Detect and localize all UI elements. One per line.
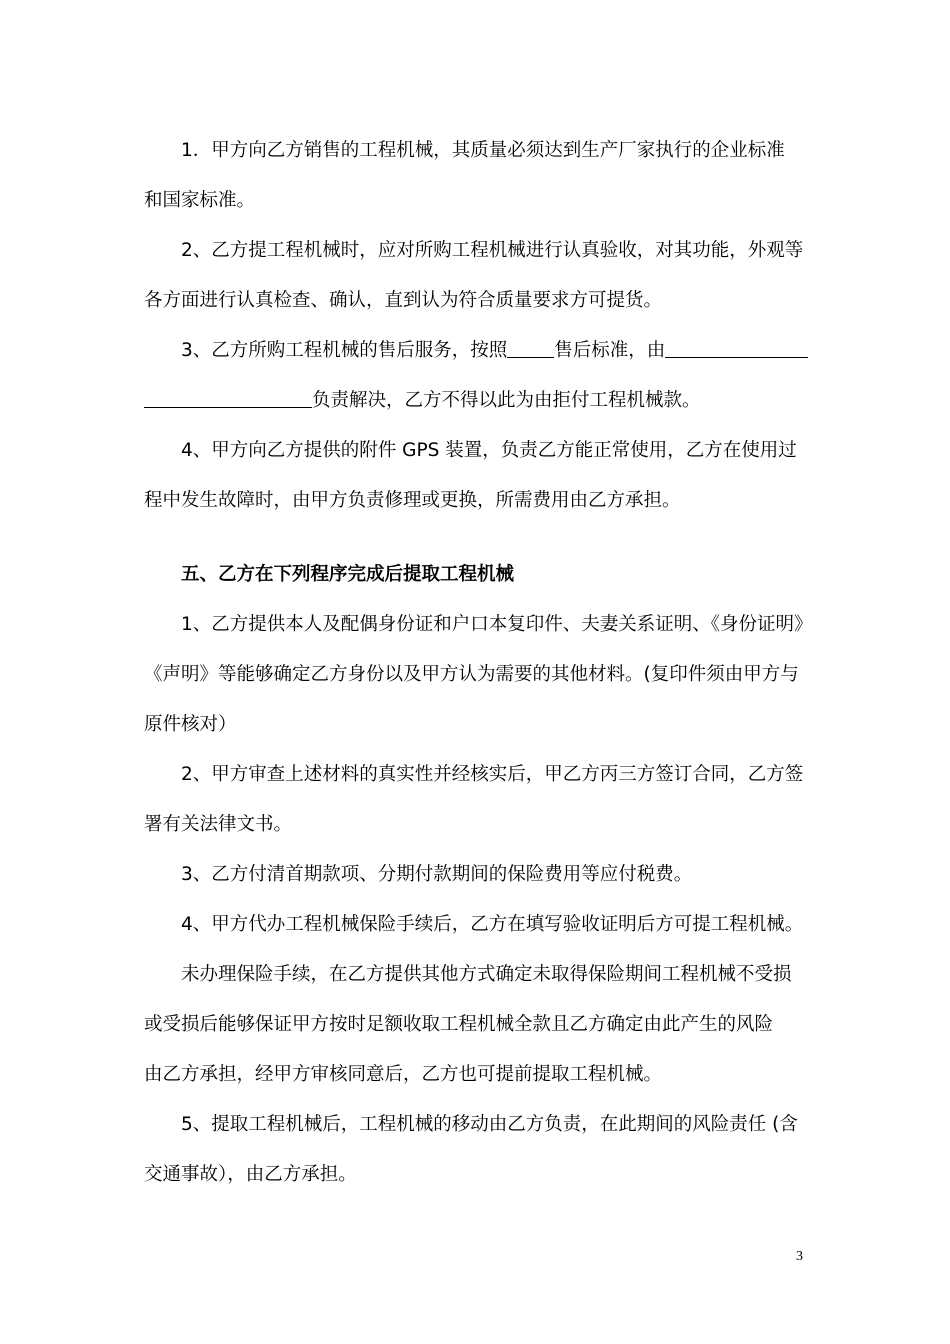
paragraph-gps-line-1: 4、甲方向乙方提供的附件 GPS 装置，负责乙方能正常使用，乙方在使用过: [181, 440, 797, 461]
section-heading: 五、乙方在下列程序完成后提取工程机械: [181, 564, 515, 585]
procedure-2-line-1: 2、甲方审查上述材料的真实性并经核实后，甲乙方丙三方签订合同，乙方签: [181, 764, 804, 785]
procedure-1-line-2: 《声明》等能够确定乙方身份以及甲方认为需要的其他材料。(复印件须由甲方与: [144, 664, 799, 685]
paragraph-inspection-line-2: 各方面进行认真检查、确认，直到认为符合质量要求方可提货。: [144, 290, 663, 311]
procedure-3-line: 3、乙方付清首期款项、分期付款期间的保险费用等应付税费。: [181, 864, 693, 885]
procedure-1-line-3: 原件核对）: [144, 714, 237, 735]
service-continuation-blank: [144, 389, 312, 408]
insurance-note-line-1: 未办理保险手续，在乙方提供其他方式确定未取得保险期间工程机械不受损: [181, 964, 792, 985]
procedure-1-line-1: 1、乙方提供本人及配偶身份证和户口本复印件、夫妻关系证明、《身份证明》: [181, 614, 813, 635]
service-text-before-blank: 3、乙方所购工程机械的售后服务，按照: [181, 340, 508, 361]
procedure-2-line-2: 署有关法律文书。: [144, 814, 293, 835]
insurance-note-line-2: 或受损后能够保证甲方按时足额收取工程机械全款且乙方确定由此产生的风险: [144, 1014, 774, 1035]
procedure-4-line: 4、甲方代办工程机械保险手续后，乙方在填写验收证明后方可提工程机械。: [181, 914, 804, 935]
paragraph-service-line-2: [144, 389, 808, 413]
procedure-5-line-2: 交通事故），由乙方承担。: [144, 1164, 357, 1185]
service-standard-blank: [507, 339, 554, 358]
paragraph-inspection-line-1: 2、乙方提工程机械时，应对所购工程机械进行认真验收，对其功能，外观等: [181, 240, 804, 261]
paragraph-service-line-1: [181, 339, 808, 363]
procedure-5-line-1: 5、提取工程机械后，工程机械的移动由乙方负责，在此期间的风险责任 (含: [181, 1114, 798, 1135]
service-responsible-blank: [665, 339, 808, 358]
page-number: 3: [796, 1249, 803, 1264]
service-text-end: 负责解决，乙方不得以此为由拒付工程机械款。: [312, 390, 701, 411]
service-text-after-blank: 售后标准，由: [554, 340, 666, 361]
paragraph-quality-line-1: 1．甲方向乙方销售的工程机械，其质量必须达到生产厂家执行的企业标准: [181, 140, 785, 161]
paragraph-gps-line-2: 程中发生故障时，由甲方负责修理或更换，所需费用由乙方承担。: [144, 490, 681, 511]
insurance-note-line-3: 由乙方承担，经甲方审核同意后，乙方也可提前提取工程机械。: [144, 1064, 663, 1085]
paragraph-quality-line-2: 和国家标准。: [144, 190, 256, 211]
